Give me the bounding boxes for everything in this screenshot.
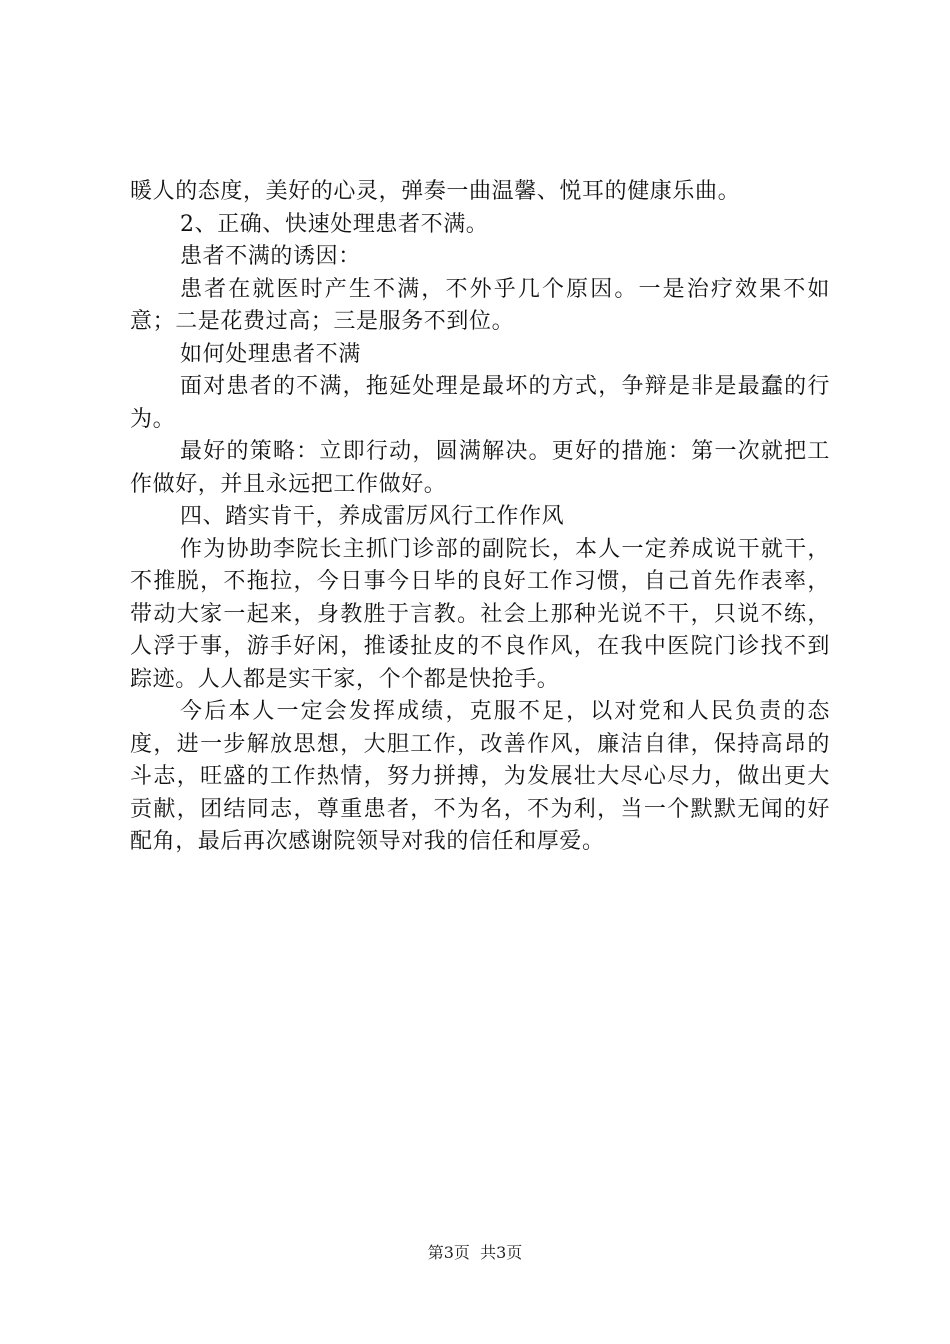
paragraph-9: 作为协助李院长主抓门诊部的副院长，本人一定养成说干就干，不推脱，不拖拉，今日事今日毕的良好工作习惯，自己首先作表率，带动大家一起来，身教胜于言教。社会上那种光说不干，只说不练，人浮于事，游手好闲，推诿扯皮的不良作风，在我中医院门诊找不到踪迹。人人都是实干家，个个都是快抢手。 — [130, 536, 830, 692]
document-body — [130, 176, 830, 859]
paragraph-5: 如何处理患者不满 — [180, 341, 361, 367]
page-number: 第3页 共3页 — [427, 1243, 523, 1262]
paragraph-1: 暖人的态度，美好的心灵，弹奏一曲温馨、悦耳的健康乐曲。 — [130, 179, 741, 204]
page-footer — [0, 1243, 950, 1263]
section-heading: 四、踏实肯干，养成雷厉风行工作作风 — [180, 504, 565, 529]
paragraph-7: 最好的策略：立即行动，圆满解决。更好的措施：第一次就把工作做好，并且永远把工作做好。 — [130, 439, 830, 497]
paragraph-10: 今后本人一定会发挥成绩，克服不足，以对党和人民负责的态度，进一步解放思想，大胆工作，改善作风，廉洁自律，保持高昂的斗志，旺盛的工作热情，努力拼搏，为发展壮大尽心尽力，做出更大贡献，团结同志，尊重患者，不为名，不为利，当一个默默无闻的好配角，最后再次感谢院领导对我的信任和厚爱。 — [130, 699, 830, 854]
paragraph-6: 面对患者的不满，拖延处理是最坏的方式，争辩是非是最蠢的行为。 — [130, 374, 830, 432]
paragraph-3: 患者不满的诱因： — [180, 244, 361, 269]
paragraph-2: 2、正确、快速处理患者不满。 — [180, 211, 489, 237]
paragraph-4: 患者在就医时产生不满，不外乎几个原因。一是治疗效果不如意；二是花费过高；三是服务不到位。 — [130, 276, 830, 334]
